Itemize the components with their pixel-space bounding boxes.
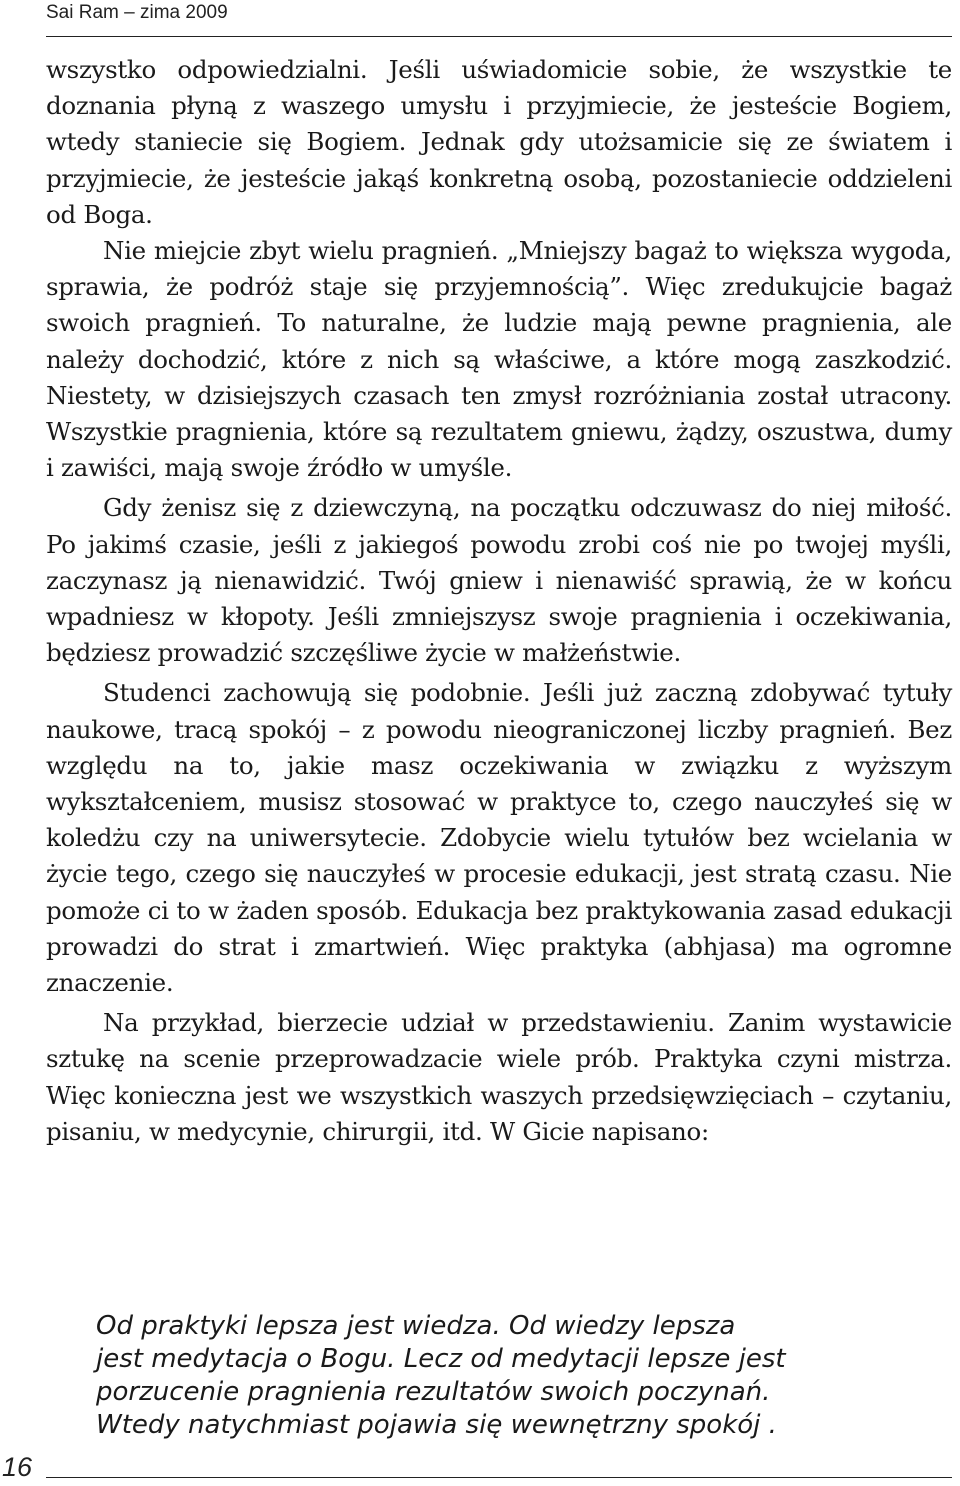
quote-line-1: Od praktyki lepsza jest wiedza. Od wiedzy lepsza <box>96 1311 736 1341</box>
footer-divider <box>46 1477 952 1478</box>
paragraph-4: Studenci zachowują się podobnie. Jeśli już zaczną zdobywać tytuły naukowe, tracą spokój – z powodu nieograniczonej liczby pragnień. Bez względu na to, jakie masz oczekiwania w związku z wyższym wykształceniem, musisz stosować w praktyce to, czego nauczyłeś się w koledżu czy na uniwersytecie. Zdobycie wielu tytułów bez wcielania w życie tego, czego się nauczyłeś w procesie edukacji, jest stratą czasu. Nie pomoże ci to w żaden sposób. Edukacja bez praktykowania zasad edukacji prowadzi do strat i zmartwień. Więc praktyka (abhjasa) ma ogromne znaczenie. <box>46 678 952 998</box>
paragraph-5: Na przykład, bierzecie udział w przedstawieniu. Zanim wystawicie sztukę na scenie przeprowadzacie wiele prób. Praktyka czyni mistrza. Więc konieczna jest we wszystkich waszych przedsięwzięciach – czytaniu, pisaniu, w medycynie, chirurgii, itd. W Gicie napisano: <box>46 1008 952 1146</box>
header-divider <box>46 36 952 37</box>
quote-line-3: porzucenie pragnienia rezultatów swoich poczynań. <box>96 1377 771 1407</box>
main-text <box>46 52 952 1150</box>
gita-quote <box>96 1310 896 1442</box>
paragraph-1: wszystko odpowiedzialni. Jeśli uświadomicie sobie, że wszystkie te doznania płyną z waszego umysłu i przyjmiecie, że jesteście Bogiem, wtedy staniecie się Bogiem. Jednak gdy utożsamicie się ze światem i przyjmiecie, że jesteście jakąś konkretną osobą, pozostaniecie oddzieleni od Boga. <box>46 55 952 229</box>
quote-line-2: jest medytacja o Bogu. Lecz od medytacji lepsze jest <box>96 1344 786 1374</box>
quote-line-4: Wtedy natychmiast pojawia się wewnętrzny spokój . <box>96 1410 777 1440</box>
page-number: 16 <box>2 1452 33 1482</box>
running-header: Sai Ram – zima 2009 <box>46 2 228 23</box>
paragraph-3: Gdy żenisz się z dziewczyną, na początku odczuwasz do niej miłość. Po jakimś czasie, jeśli z jakiegoś powodu zrobi coś nie po twojej myśli, zaczynasz ją nienawidzić. Twój gniew i nienawiść sprawią, że w końcu wpadniesz w kłopoty. Jeśli zmniejszysz swoje pragnienia i oczekiwania, będziesz prowadzić szczęśliwe życie w małżeństwie. <box>46 493 952 668</box>
paragraph-2: Nie miejcie zbyt wielu pragnień. „Mniejszy bagaż to większa wygoda, sprawia, że podróż staje się przyjemnością”. Więc zredukujcie bagaż swoich pragnień. To naturalne, że ludzie mają pewne pragnienia, ale należy dochodzić, które z nich są właściwe, a które mogą zaszkodzić. Niestety, w dzisiejszych czasach ten zmysł rozróżniania został utracony. Wszystkie pragnienia, które są rezultatem gniewu, żądzy, oszustwa, dumy i zawiści, mają swoje źródło w umyśle. <box>46 236 952 483</box>
